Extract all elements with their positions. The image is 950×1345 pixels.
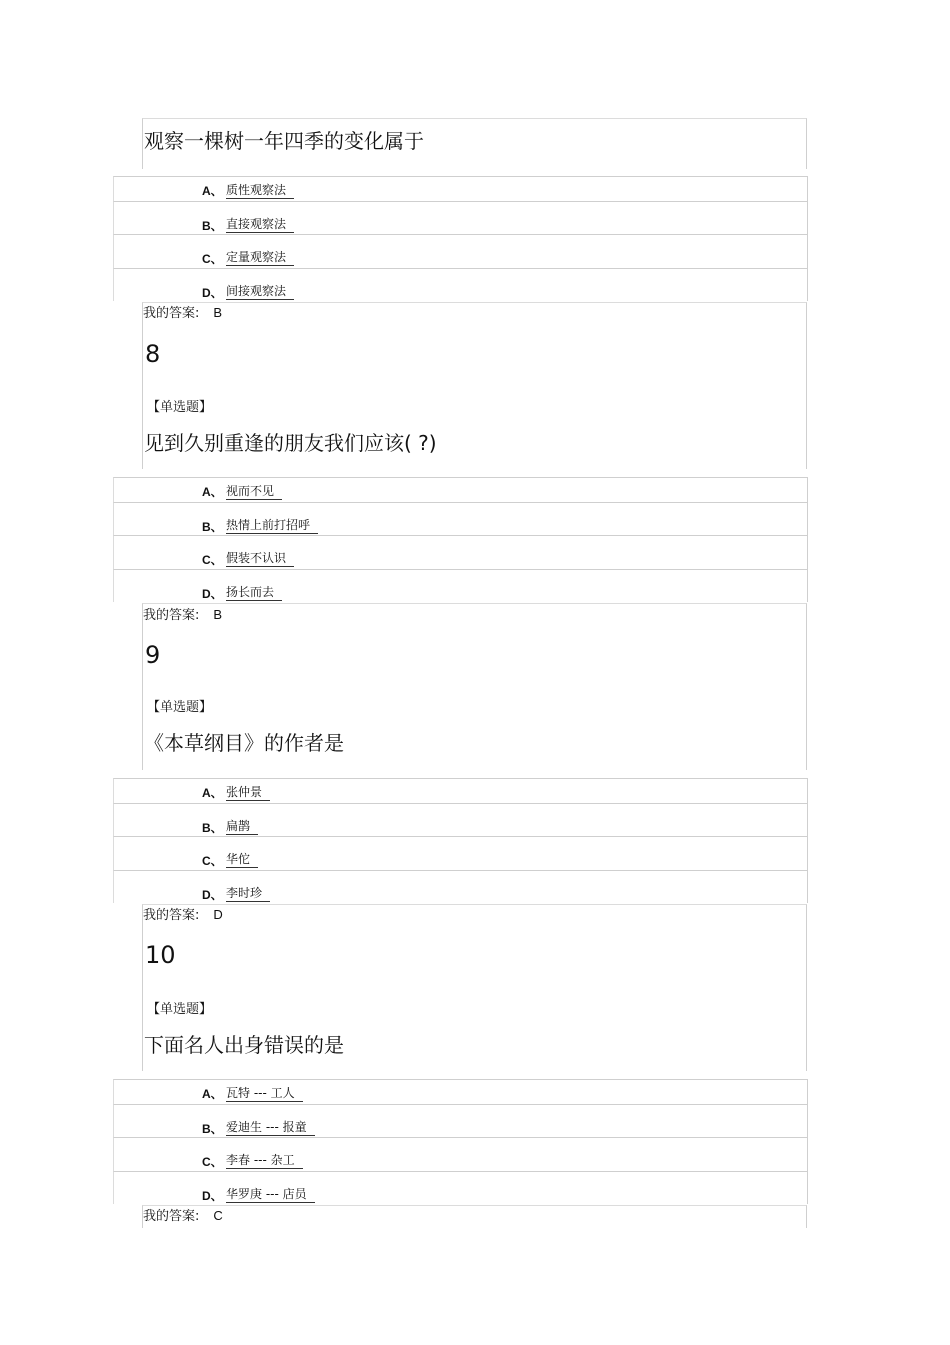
my-answer-label: 我的答案:	[143, 908, 200, 923]
my-answer-value: B	[213, 607, 223, 622]
my-answer-value: C	[213, 1208, 223, 1223]
question-10-header	[142, 904, 807, 1071]
question-text: 见到久别重逢的朋友我们应该( ?)	[144, 431, 437, 455]
option-letter: A、	[202, 184, 223, 198]
option-text[interactable]: 李时珍	[226, 886, 270, 902]
my-answer	[143, 907, 223, 924]
option-letter: A、	[202, 786, 223, 800]
option-text[interactable]: 直接观察法	[226, 217, 294, 233]
option-text[interactable]: 间接观察法	[226, 284, 294, 300]
option-letter: B、	[202, 520, 223, 534]
my-answer-label: 我的答案:	[143, 306, 200, 321]
option-text[interactable]: 李春 --- 杂工	[226, 1153, 303, 1169]
question-10-answer	[142, 1205, 807, 1228]
option-letter: C、	[202, 252, 223, 266]
my-answer-value: D	[213, 907, 223, 922]
option-text[interactable]: 质性观察法	[226, 183, 294, 199]
option-text[interactable]: 瓦特 --- 工人	[226, 1086, 303, 1102]
question-number: 10	[145, 941, 176, 969]
option-letter: C、	[202, 854, 223, 868]
option-letter: A、	[202, 1087, 223, 1101]
question-text: 观察一棵树一年四季的变化属于	[144, 129, 424, 153]
option-text[interactable]: 假装不认识	[226, 551, 294, 567]
question-number: 9	[145, 641, 161, 669]
my-answer-value: B	[213, 305, 223, 320]
question-text: 《本草纲目》的作者是	[144, 731, 344, 755]
option-text[interactable]: 热情上前打招呼	[226, 518, 318, 534]
option-text[interactable]: 华佗	[226, 852, 258, 868]
option-letter: D、	[202, 1189, 223, 1203]
option-text[interactable]: 定量观察法	[226, 250, 294, 266]
option-letter: C、	[202, 1155, 223, 1169]
option-row[interactable]	[113, 535, 808, 569]
option-letter: B、	[202, 821, 223, 835]
option-letter: D、	[202, 587, 223, 601]
option-row[interactable]	[113, 803, 808, 837]
question-8-header	[142, 302, 807, 469]
option-row[interactable]	[113, 201, 808, 235]
option-row[interactable]	[113, 1104, 808, 1138]
question-number: 8	[145, 340, 161, 368]
option-row[interactable]	[113, 870, 808, 903]
my-answer	[143, 305, 222, 322]
option-row[interactable]	[113, 502, 808, 536]
option-text[interactable]: 爱迪生 --- 报童	[226, 1120, 315, 1136]
option-letter: B、	[202, 219, 223, 233]
option-letter: C、	[202, 553, 223, 567]
option-letter: B、	[202, 1122, 223, 1136]
my-answer-label: 我的答案:	[143, 608, 200, 623]
my-answer	[143, 607, 222, 624]
my-answer	[143, 1208, 223, 1225]
option-text[interactable]: 张仲景	[226, 785, 270, 801]
option-text[interactable]: 扁鹊	[226, 819, 258, 835]
question-type: 【单选题】	[147, 700, 213, 715]
option-row[interactable]	[113, 1171, 808, 1204]
option-letter: D、	[202, 888, 223, 902]
question-7-header	[142, 118, 807, 169]
option-row[interactable]	[113, 234, 808, 268]
my-answer-label: 我的答案:	[143, 1209, 200, 1224]
question-type: 【单选题】	[147, 400, 213, 415]
option-row[interactable]	[113, 268, 808, 301]
option-text[interactable]: 视而不见	[226, 484, 282, 500]
question-type: 【单选题】	[147, 1002, 213, 1017]
option-row[interactable]	[113, 836, 808, 870]
option-text[interactable]: 华罗庚 --- 店员	[226, 1187, 315, 1203]
question-9-header	[142, 603, 807, 770]
question-text: 下面名人出身错误的是	[144, 1033, 344, 1057]
option-letter: D、	[202, 286, 223, 300]
option-row[interactable]	[113, 569, 808, 602]
option-letter: A、	[202, 485, 223, 499]
option-row[interactable]	[113, 1137, 808, 1171]
option-text[interactable]: 扬长而去	[226, 585, 282, 601]
